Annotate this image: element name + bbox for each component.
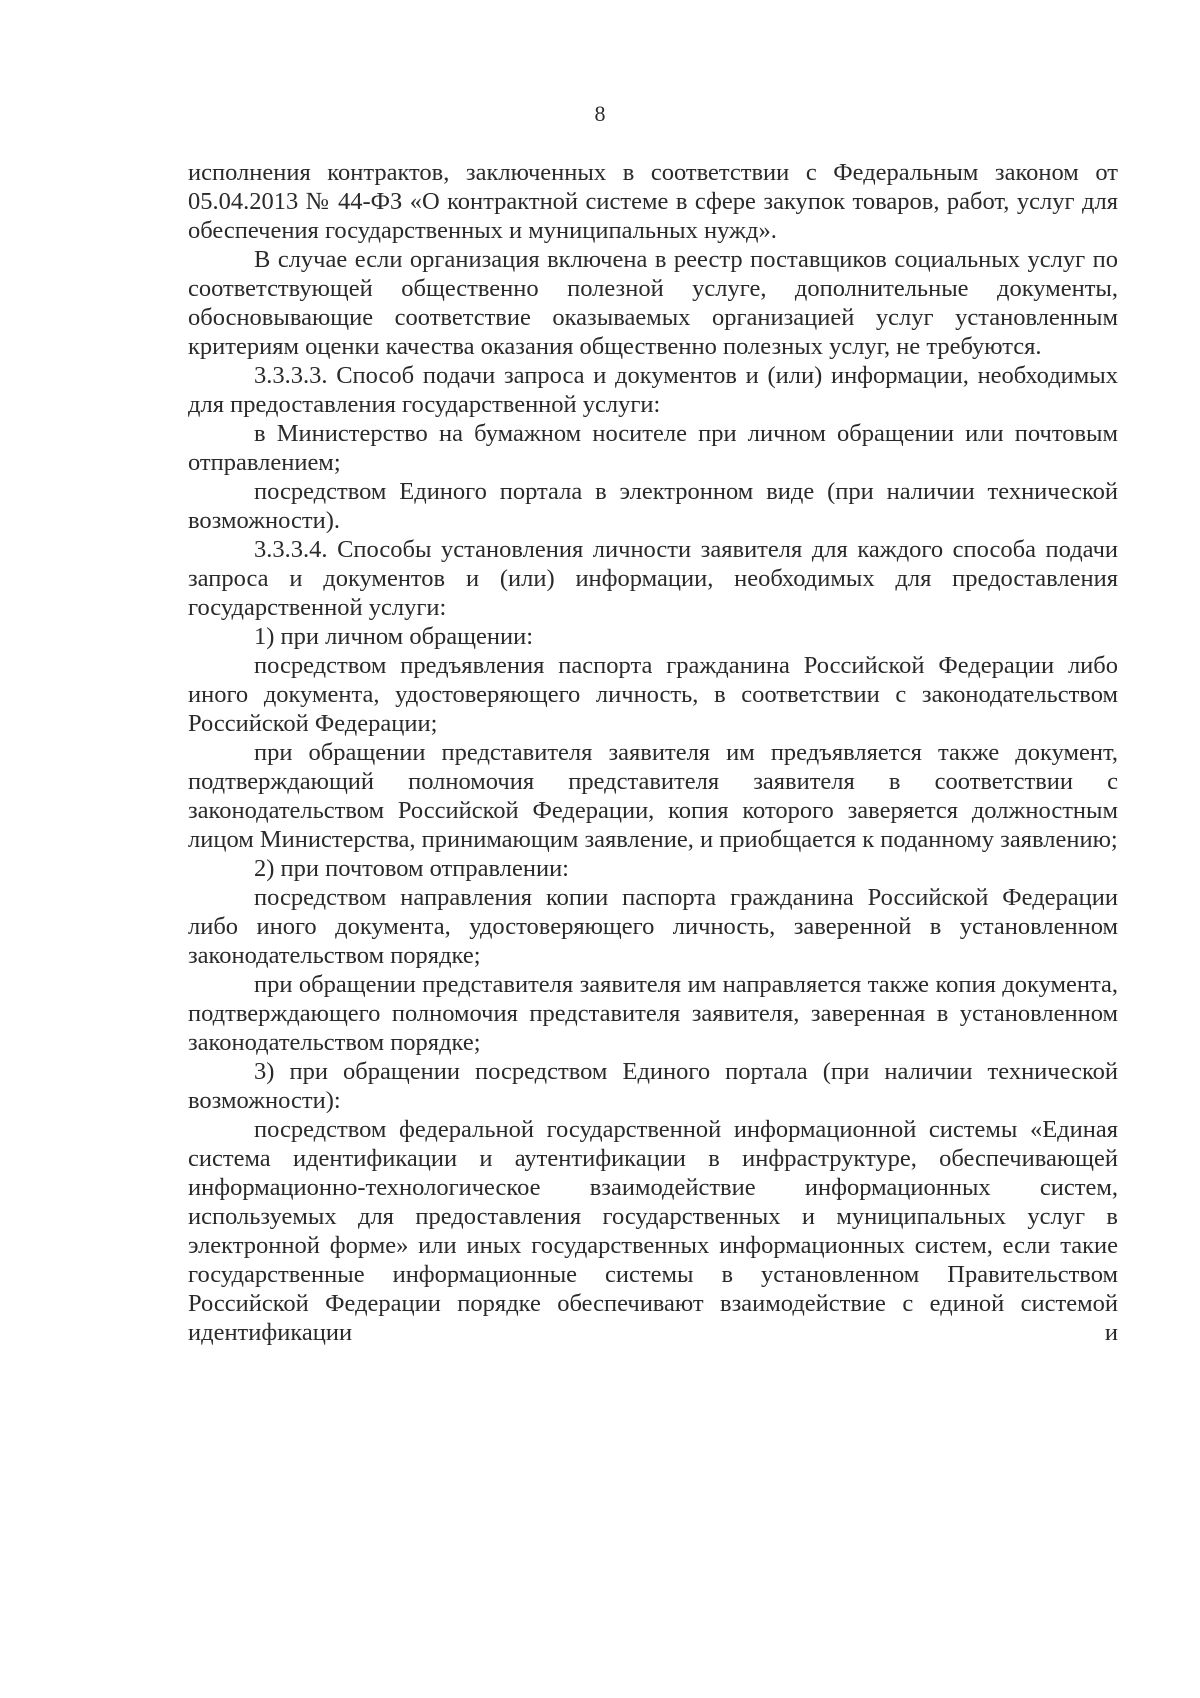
paragraph-3-3-3-4: 3.3.3.4. Способы установления личности заявителя для каждого способа подачи запроса и документов и (или) информации, необходимых для предоставления государственной услуги: <box>188 536 1118 621</box>
list-item-postal-mail: 2) при почтовом отправлении: <box>254 855 569 882</box>
paragraph-unified-portal: посредством Единого портала в электронном виде (при наличии технической возможности). <box>188 478 1118 534</box>
list-item-unified-portal: 3) при обращении посредством Единого портала (при наличии технической возможности): <box>188 1058 1118 1114</box>
paragraph-passport-copy: посредством направления копии паспорта гражданина Российской Федерации либо иного документа, удостоверяющего личность, заверенной в установленном законодательством порядке; <box>188 884 1118 969</box>
paragraph-ministry-paper: в Министерство на бумажном носителе при личном обращении или почтовым отправлением; <box>188 420 1118 476</box>
paragraph-contract-law: исполнения контрактов, заключенных в соответствии с Федеральным законом от 05.04.2013 № 44-ФЗ «О контрактной системе в сфере закупок товаров, работ, услуг для обеспечения государственных и муниципальных нужд». <box>188 159 1118 244</box>
page-number: 8 <box>594 101 606 126</box>
paragraph-esia: посредством федеральной государственной информационной системы «Единая система идентификации и аутентификации в инфраструктуре, обеспечивающей информационно-технологическое взаимодействие информационных систем, используемых для предоставления государственных и муниципальных услуг в электронной форме» или иных государственных информационных систем, если такие государственные информационные системы в установленном Правительством Российской Федерации порядке обеспечивают взаимодействие с единой системой идентификации и <box>188 1116 1118 1346</box>
paragraph-passport-presentation: посредством предъявления паспорта гражданина Российской Федерации либо иного документа, удостоверяющего личность, в соответствии с законодательством Российской Федерации; <box>188 652 1118 737</box>
document-body <box>188 158 1118 1347</box>
paragraph-social-services-registry: В случае если организация включена в реестр поставщиков социальных услуг по соответствующей общественно полезной услуге, дополнительные документы, обосновывающие соответствие оказываемых организацией услуг установленным критериям оценки качества оказания общественно полезных услуг, не требуются. <box>188 246 1118 360</box>
paragraph-representative-sends: при обращении представителя заявителя им направляется также копия документа, подтверждающего полномочия представителя заявителя, заверенная в установленном законодательством порядке; <box>188 971 1118 1056</box>
paragraph-3-3-3-3: 3.3.3.3. Способ подачи запроса и документов и (или) информации, необходимых для предоставления государственной услуги: <box>188 362 1118 418</box>
list-item-personal-visit: 1) при личном обращении: <box>254 623 534 650</box>
paragraph-representative-presents: при обращении представителя заявителя им предъявляется также документ, подтверждающий полномочия представителя заявителя в соответствии с законодательством Российской Федерации, копия которого заверяется должностным лицом Министерства, принимающим заявление, и приобщается к поданному заявлению; <box>188 739 1118 853</box>
